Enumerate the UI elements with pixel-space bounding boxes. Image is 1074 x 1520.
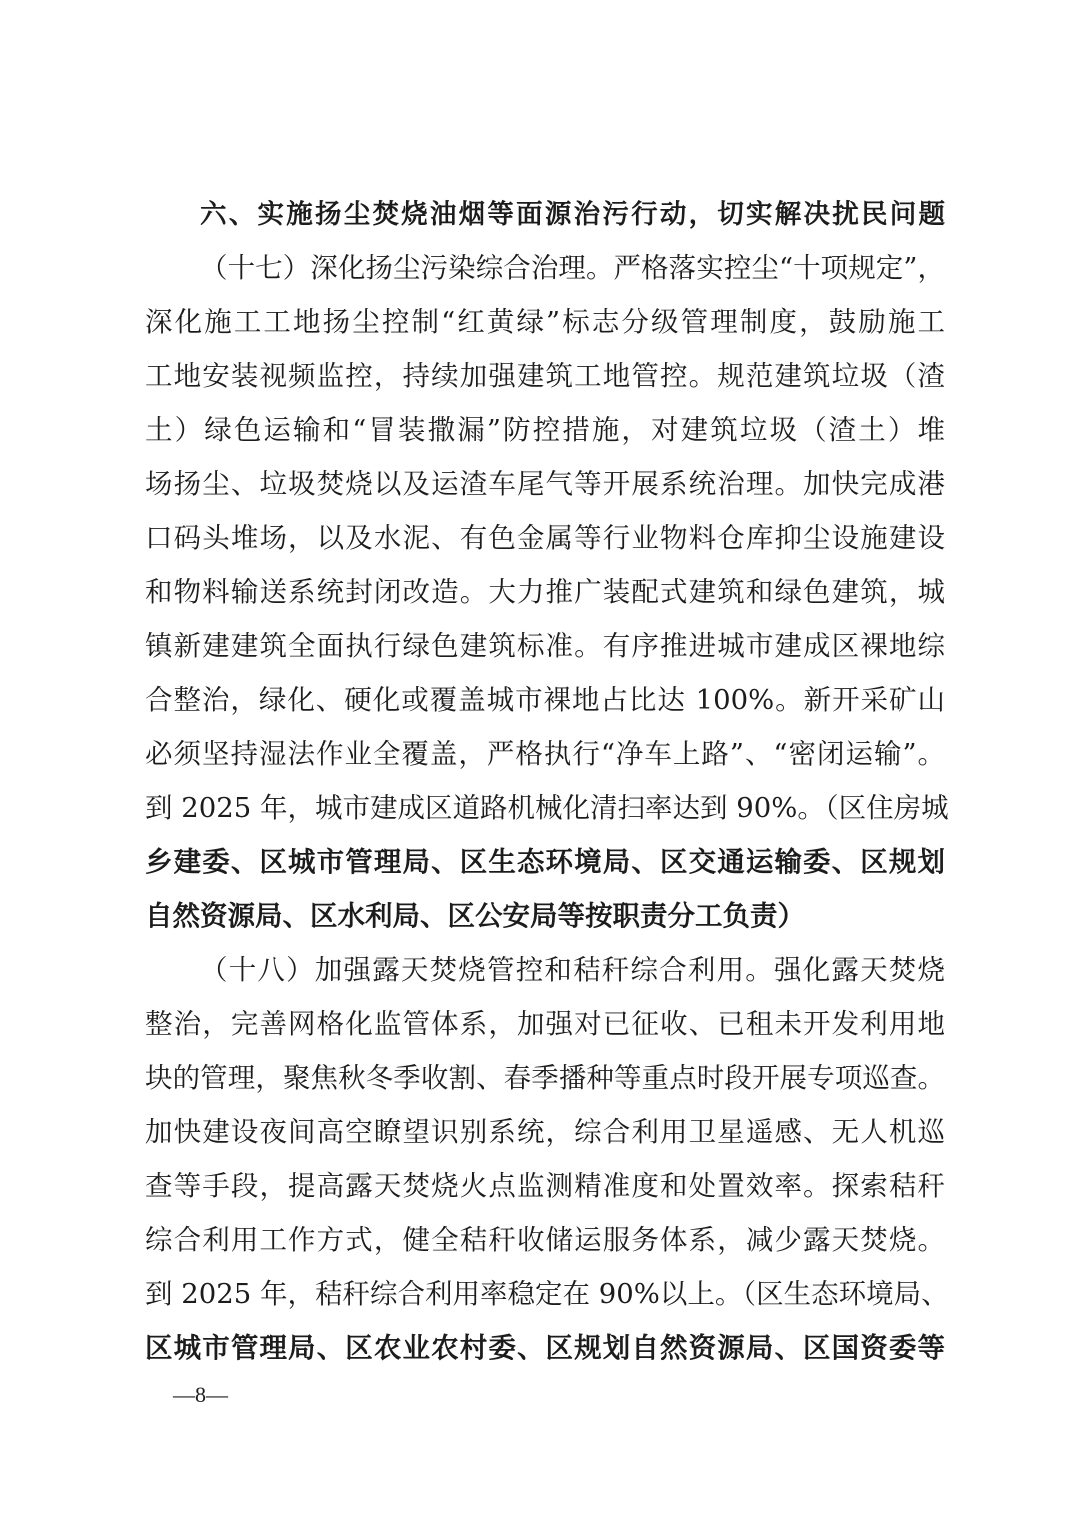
paragraph-line: 整治，完善网格化监管体系，加强对已征收、已租未开发利用地: [145, 1008, 945, 1040]
paragraph-line: 工地安装视频监控，持续加强建筑工地管控。规范建筑垃圾（渣: [145, 360, 945, 392]
paragraph-line: 块的管理，聚焦秋冬季收割、春季播种等重点时段开展专项巡查。: [145, 1062, 945, 1094]
section-heading: 六、实施扬尘焚烧油烟等面源治污行动，切实解决扰民问题: [200, 199, 945, 230]
paragraph-line: 自然资源局、区水利局、区公安局等按职责分工负责）: [145, 900, 805, 932]
paragraph-line: 加快建设夜间高空瞭望识别系统，综合利用卫星遥感、无人机巡: [145, 1116, 945, 1148]
paragraph-line: 必须坚持湿法作业全覆盖，严格执行“净车上路”、“密闭运输”。: [145, 738, 945, 770]
paragraph-line: （十七）深化扬尘污染综合治理。严格落实控尘“十项规定”，: [200, 252, 945, 284]
paragraph-line: 和物料输送系统封闭改造。大力推广装配式建筑和绿色建筑，城: [145, 576, 945, 608]
paragraph-line: 乡建委、区城市管理局、区生态环境局、区交通运输委、区规划: [145, 846, 945, 878]
page-number: —8—: [173, 1382, 228, 1407]
paragraph-line: 深化施工工地扬尘控制“红黄绿”标志分级管理制度，鼓励施工: [145, 306, 945, 338]
paragraph-line: 合整治，绿化、硬化或覆盖城市裸地占比达 100%。新开采矿山: [145, 684, 945, 716]
paragraph-line: 场扬尘、垃圾焚烧以及运渣车尾气等开展系统治理。加快完成港: [145, 468, 945, 500]
paragraph-line: 综合利用工作方式，健全秸秆收储运服务体系，减少露天焚烧。: [145, 1224, 945, 1256]
paragraph-line: 土）绿色运输和“冒装撒漏”防控措施，对建筑垃圾（渣土）堆: [145, 414, 945, 446]
paragraph-line: 镇新建建筑全面执行绿色建筑标准。有序推进城市建成区裸地综: [145, 630, 945, 662]
paragraph-line: 查等手段，提高露天焚烧火点监测精准度和处置效率。探索秸秆: [145, 1170, 945, 1202]
paragraph-line: 到 2025 年，秸秆综合利用率稳定在 90%以上。（区生态环境局、: [145, 1278, 949, 1310]
paragraph-line: 区城市管理局、区农业农村委、区规划自然资源局、区国资委等: [145, 1332, 945, 1364]
paragraph-line: （十八）加强露天焚烧管控和秸秆综合利用。强化露天焚烧: [200, 954, 945, 986]
paragraph-line: 到 2025 年，城市建成区道路机械化清扫率达到 90%。（区住房城: [145, 792, 949, 824]
paragraph-line: 口码头堆场，以及水泥、有色金属等行业物料仓库抑尘设施建设: [145, 522, 945, 554]
